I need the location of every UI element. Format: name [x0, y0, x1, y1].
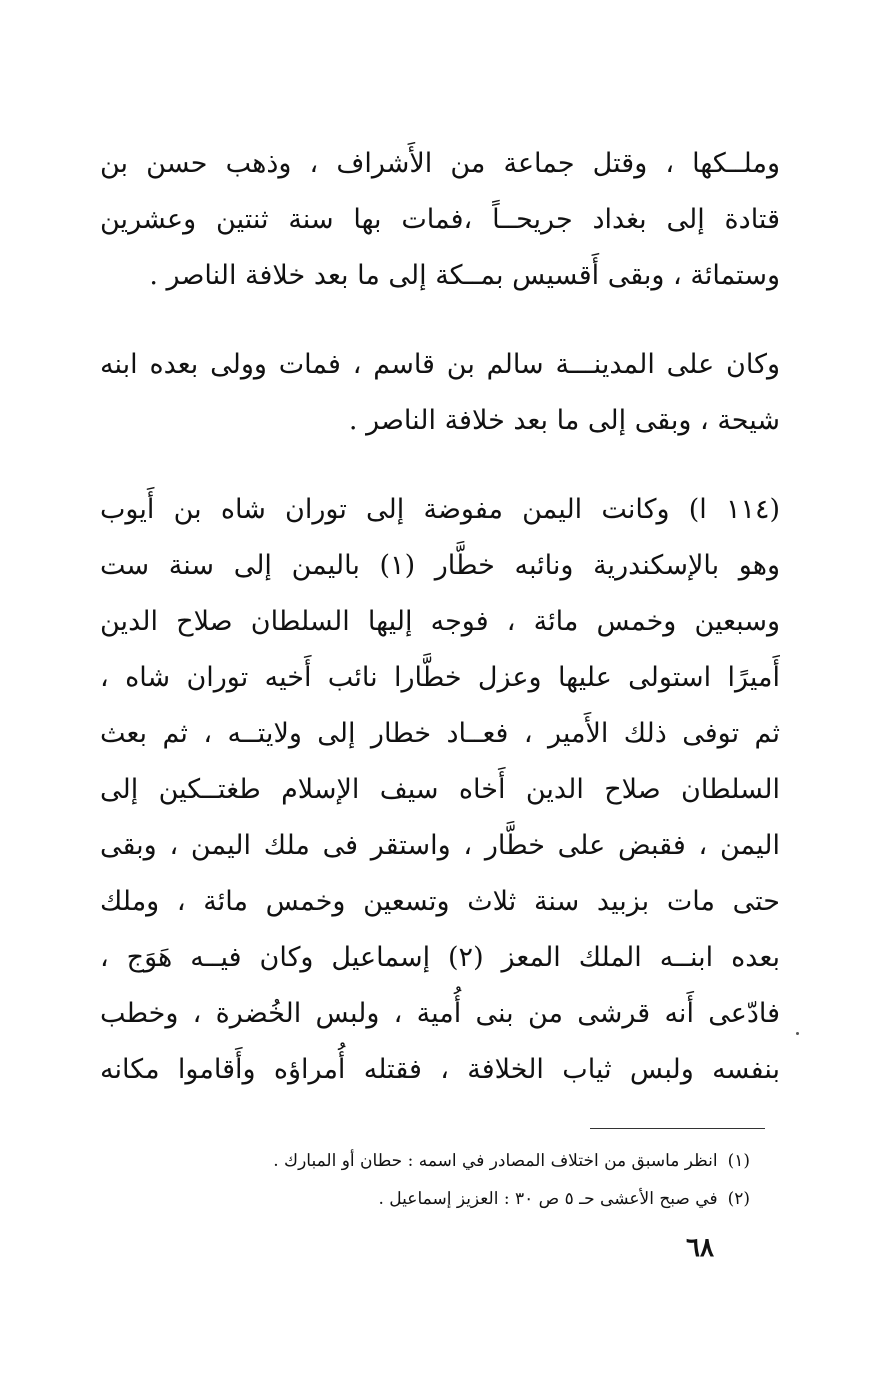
text-line: حتى مات بزبيد سنة ثلاث وتسعين وخمس مائة ، وملك: [100, 886, 780, 917]
page-number: ٦٨: [686, 1233, 714, 1263]
margin-dot: [796, 1032, 799, 1035]
footnote-marker: (١): [727, 1151, 750, 1171]
text-line: بعده ابنــه الملك المعز (٢) إسماعيل وكان فيــه هَوَج ،: [100, 942, 780, 973]
text-line: شيحة ، وبقى إلى ما بعد خلافة الناصر .: [348, 405, 780, 436]
footnote-1: [160, 1142, 750, 1180]
paragraph-3: [100, 482, 780, 1098]
text-line: بنفسه ولبس ثياب الخلافة ، فقتله أُمراؤه وأَقاموا مكانه: [100, 1054, 780, 1085]
text-line: وستمائة ، وبقى أَقسيس بمــكة إلى ما بعد خلافة الناصر .: [149, 260, 780, 291]
footnotes: [160, 1142, 750, 1218]
text-line: السلطان صلاح الدين أَخاه سيف الإسلام طغتــكين إلى: [100, 774, 780, 805]
text-line: (١١٤ ا) وكانت اليمن مفوضة إلى توران شاه بن أَيوب: [100, 494, 780, 525]
paragraph-2: [100, 337, 780, 449]
text-line: وكان على المدينـــة سالم بن قاسم ، فمات وولى بعده ابنه: [100, 349, 780, 380]
text-line: فادّعى أَنه قرشى من بنى أُمية ، ولبس الخُضرة ، وخطب: [100, 998, 780, 1029]
text-line: أَميرًا استولى عليها وعزل خطَّارا نائب أَخيه توران شاه ،: [100, 662, 780, 693]
footnote-2: [160, 1180, 750, 1218]
text-line: قتادة إلى بغداد جريحــاً ،فمات بها سنة ثنتين وعشرين: [100, 204, 780, 235]
paragraph-1: [100, 136, 780, 304]
text-line: وسبعين وخمس مائة ، فوجه إليها السلطان صلاح الدين: [100, 606, 780, 637]
text-line: وهو بالإسكندرية ونائبه خطَّار (١) باليمن إلى سنة ست: [100, 550, 780, 581]
footnote-text: في صبح الأعشى حـ ٥ ص ٣٠ : العزيز إسماعيل .: [378, 1189, 718, 1209]
text-line: وملــكها ، وقتل جماعة من الأَشراف ، وذهب حسن بن: [100, 148, 780, 179]
text-line: اليمن ، فقبض على خطَّار ، واستقر فى ملك اليمن ، وبقى: [100, 830, 780, 861]
footnote-text: انظر ماسبق من اختلاف المصادر في اسمه : حطان أو المبارك .: [273, 1151, 718, 1171]
footnote-marker: (٢): [727, 1189, 750, 1209]
footnote-separator: [590, 1128, 765, 1129]
text-line: ثم توفى ذلك الأَمير ، فعــاد خطار إلى ولايتــه ، ثم بعث: [100, 718, 780, 749]
